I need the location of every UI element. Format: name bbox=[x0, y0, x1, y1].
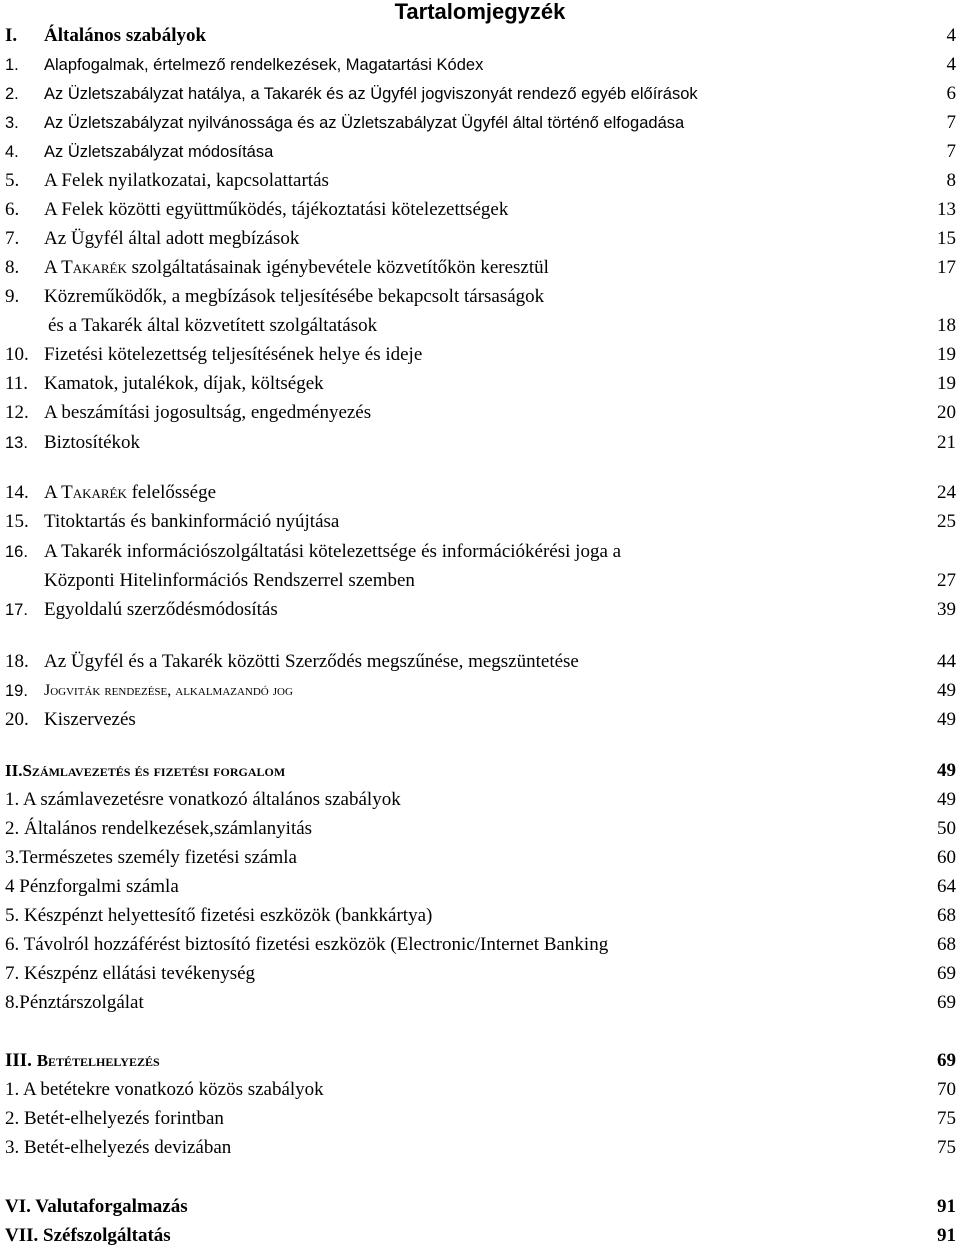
toc-entry[interactable] bbox=[0, 372, 960, 396]
toc-page: 4 bbox=[946, 25, 956, 46]
toc-label: Biztosítékok bbox=[44, 432, 141, 453]
toc-entry[interactable] bbox=[0, 904, 960, 928]
toc-label: 5. Készpénzt helyettesítő fizetési eszközök (bankkártya) bbox=[5, 905, 433, 926]
toc-page: 4 bbox=[946, 54, 956, 75]
toc-entry[interactable] bbox=[0, 53, 960, 77]
toc-number: 16. bbox=[5, 543, 28, 561]
toc-label: 4 Pénzforgalmi számla bbox=[5, 876, 179, 897]
toc-number: 9. bbox=[5, 286, 20, 307]
toc-page: 68 bbox=[937, 934, 956, 955]
toc-entry[interactable] bbox=[0, 540, 960, 564]
toc-entry[interactable] bbox=[0, 991, 960, 1015]
toc-label bbox=[44, 256, 549, 280]
toc-label: VII. Széfszolgáltatás bbox=[5, 1225, 171, 1246]
toc-number: 12. bbox=[5, 402, 29, 423]
toc-page: 7 bbox=[946, 112, 956, 133]
toc-entry[interactable] bbox=[0, 169, 960, 193]
toc-label: Az Üzletszabályzat módosítása bbox=[44, 143, 274, 161]
toc-page: 49 bbox=[937, 760, 956, 781]
toc-entry[interactable] bbox=[0, 111, 960, 135]
toc-page: 18 bbox=[937, 315, 956, 336]
toc-label: Az Üzletszabályzat hatálya, a Takarék és az Ügyfél jogviszonyát rendező egyéb előírások bbox=[44, 85, 698, 103]
toc-label-part: A T bbox=[44, 257, 73, 278]
toc-section-7[interactable] bbox=[0, 1224, 960, 1248]
toc-page: 19 bbox=[937, 344, 956, 365]
toc-label: II.Számlavezetés és fizetési forgalom bbox=[5, 761, 286, 780]
toc-entry[interactable] bbox=[0, 875, 960, 899]
toc-page: 50 bbox=[937, 818, 956, 839]
page-title: Tartalomjegyzék bbox=[394, 0, 566, 24]
toc-label: és a Takarék által közvetített szolgáltatások bbox=[48, 315, 378, 336]
toc-label: Jogviták rendezése, alkalmazandó jog bbox=[44, 682, 293, 699]
toc-entry[interactable] bbox=[0, 343, 960, 367]
toc-entry[interactable] bbox=[0, 510, 960, 534]
toc-entry[interactable] bbox=[0, 285, 960, 309]
toc-label-smallcaps: akarék bbox=[72, 257, 127, 278]
toc-number: 8. bbox=[5, 257, 20, 278]
toc-entry[interactable] bbox=[0, 962, 960, 986]
toc-entry[interactable] bbox=[0, 82, 960, 106]
toc-entry[interactable] bbox=[0, 708, 960, 732]
toc-page: 6 bbox=[946, 83, 956, 104]
toc-label-smallcaps: Betételhelyezés bbox=[36, 1051, 160, 1070]
toc-number: 3. bbox=[5, 114, 19, 132]
toc-label: 7. Készpénz ellátási tevékenység bbox=[5, 963, 256, 984]
toc-page: 24 bbox=[937, 482, 956, 503]
toc-label-part: III. bbox=[5, 1050, 37, 1071]
toc-label: Általános szabályok bbox=[44, 25, 207, 46]
toc-page: 91 bbox=[937, 1225, 956, 1246]
toc-label-part: A T bbox=[44, 482, 73, 503]
toc-entry[interactable] bbox=[0, 431, 960, 455]
toc-entry[interactable] bbox=[0, 650, 960, 674]
toc-section-2[interactable] bbox=[0, 759, 960, 783]
toc-label: Egyoldalú szerződésmódosítás bbox=[44, 599, 278, 620]
toc-page: 17 bbox=[937, 257, 956, 278]
toc-label: 3. Betét-elhelyezés devizában bbox=[5, 1137, 232, 1158]
toc-page: 60 bbox=[937, 847, 956, 868]
toc-section-6[interactable] bbox=[0, 1195, 960, 1219]
toc-page: 21 bbox=[937, 432, 956, 453]
toc-label-smallcaps: akarék bbox=[72, 482, 127, 503]
toc-entry[interactable] bbox=[0, 481, 960, 505]
toc-label-part: felelőssége bbox=[126, 482, 217, 503]
toc-label: Kiszervezés bbox=[44, 709, 136, 730]
toc-entry[interactable] bbox=[0, 1107, 960, 1131]
toc-number: 17. bbox=[5, 601, 28, 619]
toc-entry-continuation[interactable] bbox=[0, 569, 960, 593]
toc-label: A Takarék információszolgáltatási kötelezettsége és információkérési joga a bbox=[44, 541, 622, 562]
toc-number: 6. bbox=[5, 199, 20, 220]
toc-entry[interactable] bbox=[0, 846, 960, 870]
toc-number: 11. bbox=[5, 373, 29, 394]
toc-number: 20. bbox=[5, 709, 29, 730]
toc-number: 10. bbox=[5, 344, 29, 365]
toc-page: 39 bbox=[937, 599, 956, 620]
toc-label: Közreműködők, a megbízások teljesítésébe bekapcsolt társaságok bbox=[44, 286, 545, 307]
toc-number: 15. bbox=[5, 511, 29, 532]
toc-label: Fizetési kötelezettség teljesítésének helye és ideje bbox=[44, 344, 423, 365]
toc-entry[interactable] bbox=[0, 933, 960, 957]
toc-entry[interactable] bbox=[0, 598, 960, 622]
toc-label: 1. A számlavezetésre vonatkozó általános szabályok bbox=[5, 789, 401, 810]
toc-page: 70 bbox=[937, 1079, 956, 1100]
toc-label: 2. Általános rendelkezések,számlanyitás bbox=[5, 818, 313, 839]
toc-page: 49 bbox=[937, 709, 956, 730]
toc-entry[interactable] bbox=[0, 140, 960, 164]
toc-number: 7. bbox=[5, 228, 20, 249]
toc-page: 68 bbox=[937, 905, 956, 926]
toc-entry[interactable] bbox=[0, 1136, 960, 1160]
toc-page: 13 bbox=[937, 199, 956, 220]
toc-page: 69 bbox=[937, 963, 956, 984]
toc-label: A Felek nyilatkozatai, kapcsolattartás bbox=[44, 170, 329, 191]
toc-label: 3.Természetes személy fizetési számla bbox=[5, 847, 297, 868]
toc-label: 6. Távolról hozzáférést biztosító fizetési eszközök (Electronic/Internet Banking bbox=[5, 934, 609, 955]
toc-page: 91 bbox=[937, 1196, 956, 1217]
toc-number: 18. bbox=[5, 651, 29, 672]
toc-label: 1. A betétekre vonatkozó közös szabályok bbox=[5, 1079, 324, 1100]
toc-page: 44 bbox=[937, 651, 956, 672]
toc-entry[interactable] bbox=[0, 256, 960, 280]
toc-label: Titoktartás és bankinformáció nyújtása bbox=[44, 511, 340, 532]
toc-page: 25 bbox=[937, 511, 956, 532]
toc-label: Az Üzletszabályzat nyilvánossága és az Üzletszabályzat Ügyfél által történő elfogadása bbox=[44, 114, 685, 132]
toc-number: 13. bbox=[5, 434, 28, 452]
toc-page: 49 bbox=[937, 789, 956, 810]
toc-page: 19 bbox=[937, 373, 956, 394]
toc-entry[interactable] bbox=[0, 227, 960, 251]
toc-page: 64 bbox=[937, 876, 956, 897]
toc-page: 27 bbox=[937, 570, 956, 591]
toc-entry[interactable] bbox=[0, 788, 960, 812]
toc-page: 7 bbox=[946, 141, 956, 162]
toc-label: Az Ügyfél és a Takarék közötti Szerződés megszűnése, megszüntetése bbox=[44, 651, 579, 672]
toc-entry[interactable] bbox=[0, 1078, 960, 1102]
toc-number: 19. bbox=[5, 682, 28, 700]
toc-label: A beszámítási jogosultság, engedményezés bbox=[44, 402, 372, 423]
toc-entry[interactable] bbox=[0, 817, 960, 841]
toc-label: A Felek közötti együttműködés, tájékoztatási kötelezettségek bbox=[44, 199, 509, 220]
toc-label: 2. Betét-elhelyezés forintban bbox=[5, 1108, 224, 1129]
toc-label bbox=[5, 1049, 160, 1073]
toc-number: 14. bbox=[5, 482, 29, 503]
toc-page: 15 bbox=[937, 228, 956, 249]
toc-label bbox=[44, 481, 216, 505]
toc-label: Alapfogalmak, értelmező rendelkezések, Magatartási Kódex bbox=[44, 56, 484, 74]
toc-entry-continuation[interactable] bbox=[0, 314, 960, 338]
toc-entry[interactable] bbox=[0, 679, 960, 703]
toc-label: Központi Hitelinformációs Rendszerrel szemben bbox=[44, 570, 415, 591]
toc-label-part: szolgáltatásainak igénybevétele közvetítőkön keresztül bbox=[126, 257, 549, 278]
toc-number: I. bbox=[5, 25, 18, 46]
toc-number: 5. bbox=[5, 170, 20, 191]
toc-page: 75 bbox=[937, 1137, 956, 1158]
toc-label: Az Ügyfél által adott megbízások bbox=[44, 228, 300, 249]
toc-number: 1. bbox=[5, 56, 19, 74]
toc-number: 2. bbox=[5, 85, 19, 103]
toc-entry[interactable] bbox=[0, 401, 960, 425]
toc-page: 69 bbox=[937, 992, 956, 1013]
toc-page: 8 bbox=[946, 170, 956, 191]
toc-section-3[interactable] bbox=[0, 1049, 960, 1073]
toc-page: 20 bbox=[937, 402, 956, 423]
toc-label: VI. Valutaforgalmazás bbox=[5, 1196, 188, 1217]
toc-page: 75 bbox=[937, 1108, 956, 1129]
toc-label: Kamatok, jutalékok, díjak, költségek bbox=[44, 373, 324, 394]
toc-section-1[interactable] bbox=[0, 24, 960, 48]
toc-page: 69 bbox=[937, 1050, 956, 1071]
toc-page: 49 bbox=[937, 680, 956, 701]
toc-label: 8.Pénztárszolgálat bbox=[5, 992, 144, 1013]
toc-number: 4. bbox=[5, 143, 19, 161]
toc-entry[interactable] bbox=[0, 198, 960, 222]
